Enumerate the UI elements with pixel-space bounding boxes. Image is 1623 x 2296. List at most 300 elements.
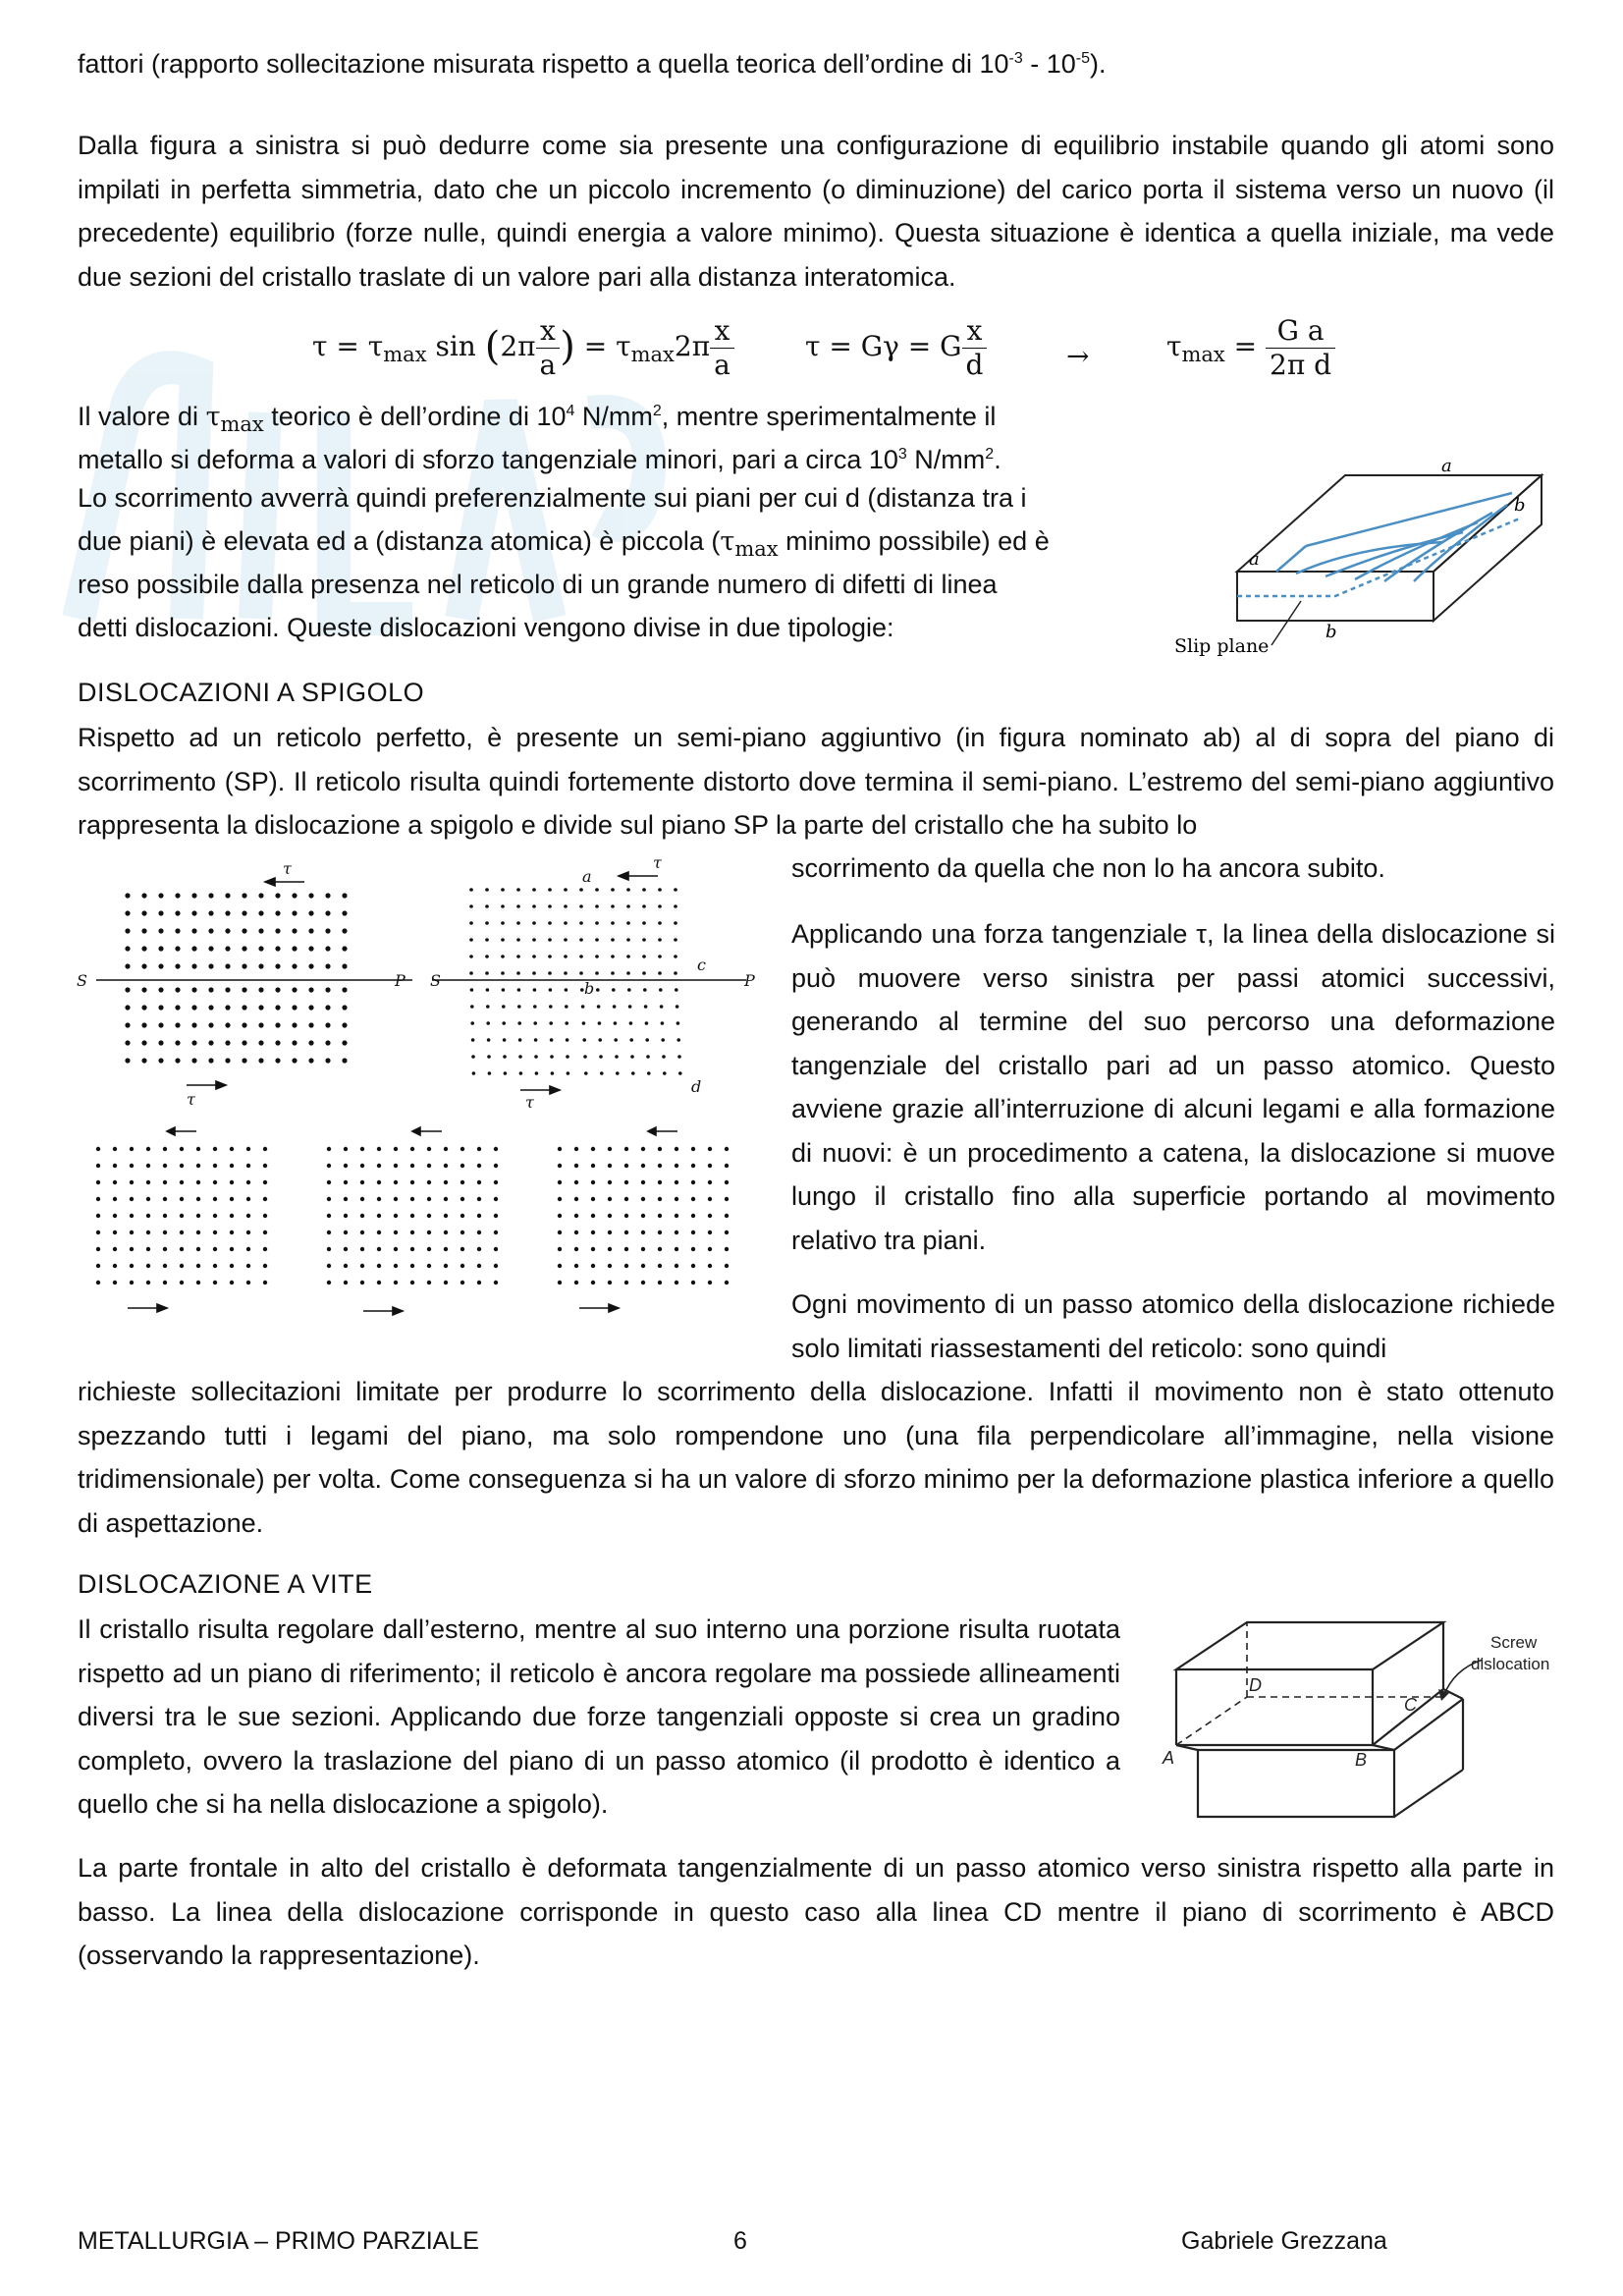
lattice-atom: [213, 1281, 217, 1285]
lattice-dots: [96, 888, 729, 1285]
lattice-atom: [394, 1247, 398, 1251]
lattice-atom: [626, 938, 630, 942]
lattice-atom: [342, 987, 347, 992]
lattice-atom: [532, 955, 536, 958]
lattice-atom: [460, 1247, 464, 1251]
lattice-atom: [180, 1264, 184, 1268]
lattice-atom: [674, 921, 677, 925]
lattice-atom: [292, 893, 297, 898]
lattice-atom: [377, 1264, 381, 1268]
lattice-atom: [567, 1071, 570, 1075]
lattice-atom: [645, 1021, 649, 1025]
lattice-atom: [611, 888, 615, 892]
lattice-atom: [158, 910, 163, 915]
lattice-atom: [96, 1147, 100, 1151]
lattice-atom: [213, 1230, 217, 1234]
lattice-atom: [658, 1264, 662, 1268]
lattice-atom: [558, 1164, 562, 1168]
lattice-atom: [608, 1230, 612, 1234]
lattice-label-p1: P: [395, 971, 406, 990]
lattice-atom: [444, 1281, 448, 1285]
lattice-atom: [208, 987, 213, 992]
text-line-top: fattori (rapporto sollecitazione misurata rispetto a quella teorica dell’ordine di $10^{-3} - 10^{-5}$).: [78, 49, 1107, 79]
lattice-atom: [141, 893, 146, 898]
lattice-atom: [518, 1055, 522, 1059]
paragraph-movimento-a: Ogni movimento di un passo atomico della dislocazione richiede solo limitati riassestamenti del reticolo: sono quindi: [791, 1289, 1555, 1363]
lattice-atom: [158, 928, 163, 933]
lattice-atom: [342, 946, 347, 951]
lattice-atom: [460, 1197, 464, 1201]
lattice-atom: [263, 1147, 267, 1151]
lattice-atom: [516, 971, 520, 975]
lattice-atom: [410, 1180, 414, 1184]
lattice-atom: [146, 1197, 150, 1201]
lattice-atom: [275, 928, 280, 933]
lattice-atom: [146, 1147, 150, 1151]
lattice-atom: [230, 1164, 234, 1168]
slip-plane-figure: [1168, 454, 1561, 660]
lattice-atom: [501, 971, 505, 975]
lattice-atom: [141, 1022, 146, 1027]
lattice-atom: [394, 1197, 398, 1201]
lattice-atom: [180, 1230, 184, 1234]
lattice-atom: [191, 987, 196, 992]
lattice-atom: [691, 1147, 695, 1151]
lattice-atom: [163, 1180, 167, 1184]
lattice-atom: [708, 1197, 712, 1201]
lattice-atom: [125, 1005, 130, 1010]
lattice-atom: [608, 1164, 612, 1168]
lattice-label-tau3: τ: [653, 854, 662, 872]
lattice-atom: [615, 1055, 619, 1059]
lattice-atom: [275, 1040, 280, 1045]
lattice-atom: [180, 1247, 184, 1251]
lattice-atom: [325, 1005, 330, 1010]
lattice-atom: [677, 1055, 681, 1059]
lattice-atom: [141, 987, 146, 992]
lattice-atom: [558, 1214, 562, 1218]
lattice-atom: [141, 1040, 146, 1045]
lattice-atom: [258, 1040, 263, 1045]
lattice-atom: [582, 1038, 586, 1042]
lattice-atom: [581, 1005, 585, 1009]
lattice-atom: [208, 963, 213, 968]
lattice-atom: [674, 904, 677, 908]
text-line-spigolo-end: scorrimento da quella che non lo ha ancora subito.: [791, 853, 1385, 883]
lattice-atom: [548, 971, 552, 975]
lattice-atom: [675, 988, 678, 992]
lattice-atom: [502, 988, 506, 992]
lattice-atom: [444, 1230, 448, 1234]
lattice-atom: [230, 1197, 234, 1201]
lattice-atom: [146, 1214, 150, 1218]
lattice-atom: [130, 1247, 134, 1251]
lattice-atom: [258, 946, 263, 951]
lattice-atom: [213, 1147, 217, 1151]
lattice-atom: [574, 1264, 578, 1268]
lattice-atom: [565, 1021, 568, 1025]
lattice-atom: [327, 1147, 331, 1151]
lattice-atom: [196, 1197, 200, 1201]
lattice-atom: [180, 1147, 184, 1151]
lattice-atom: [630, 1055, 634, 1059]
lattice-atom: [292, 1058, 297, 1063]
lattice-atom: [629, 1021, 633, 1025]
lattice-atom: [532, 904, 536, 908]
lattice-atom: [516, 921, 520, 925]
lattice-atom: [579, 888, 583, 892]
lattice-atom: [113, 1214, 117, 1218]
lattice-atom: [258, 963, 263, 968]
lattice-atom: [275, 987, 280, 992]
lattice-atom: [675, 1180, 678, 1184]
lattice-atom: [242, 987, 246, 992]
paragraph-finale: La parte frontale in alto del cristallo è deformata tangenzialmente di un passo atomico verso sinistra rispetto alla parte in basso. La linea della dislocazione corrisponde in questo caso alla linea CD mentre il piano di scorrimento è ABCD (osservando la rappresentazione).: [78, 1853, 1554, 1970]
lattice-label-a: a: [582, 867, 592, 886]
lattice-atom: [196, 1180, 200, 1184]
lattice-atom: [591, 1247, 595, 1251]
lattice-atom: [608, 1264, 612, 1268]
lattice-atom: [180, 1164, 184, 1168]
lattice-atom: [175, 963, 180, 968]
lattice-atom: [175, 946, 180, 951]
lattice-atom: [158, 987, 163, 992]
lattice-atom: [591, 1180, 595, 1184]
lattice-atom: [344, 1247, 348, 1251]
lattice-atom: [477, 1264, 481, 1268]
lattice-atom: [180, 1281, 184, 1285]
lattice-atom: [613, 1005, 617, 1009]
lattice-atom: [535, 1071, 539, 1075]
lattice-atom: [344, 1214, 348, 1218]
edge-dislocation-lattice-figure: [69, 854, 776, 1326]
lattice-atom: [501, 904, 505, 908]
lattice-atom: [517, 988, 521, 992]
lattice-atom: [624, 1247, 628, 1251]
lattice-atom: [258, 1058, 263, 1063]
lattice-atom: [608, 1247, 612, 1251]
lattice-atom: [674, 971, 677, 975]
lattice-atom: [477, 1230, 481, 1234]
lattice-atom: [708, 1281, 712, 1285]
lattice-atom: [242, 1040, 246, 1045]
lattice-atom: [213, 1164, 217, 1168]
lattice-atom: [141, 963, 146, 968]
screw-dislocation-figure: [1159, 1611, 1571, 1836]
lattice-atom: [532, 938, 536, 942]
lattice-atom: [344, 1164, 348, 1168]
lattice-atom: [325, 928, 330, 933]
equation-tau-sin: $\tau = \tau_{max}$ sin (2π $\frac{x}{a}$ ) = $\tau_{max}2\pi$ $\frac{x}{a}$: [312, 314, 734, 382]
lattice-atom: [658, 921, 662, 925]
lattice-atom: [624, 1230, 628, 1234]
lattice-label-s2: S: [430, 971, 441, 990]
lattice-atom: [96, 1197, 100, 1201]
lattice-atom: [394, 1264, 398, 1268]
lattice-atom: [344, 1230, 348, 1234]
lattice-atom: [275, 963, 280, 968]
lattice-atom: [360, 1180, 364, 1184]
lattice-atom: [532, 971, 536, 975]
lattice-atom: [196, 1230, 200, 1234]
lattice-atom: [180, 1214, 184, 1218]
lattice-atom: [444, 1180, 448, 1184]
lattice-atom: [163, 1247, 167, 1251]
lattice-atom: [643, 988, 647, 992]
lattice-atom: [676, 1021, 680, 1025]
lattice-atom: [591, 1264, 595, 1268]
lattice-atom: [477, 1147, 481, 1151]
lattice-atom: [494, 1264, 498, 1268]
lattice-atom: [626, 921, 630, 925]
lattice-atom: [534, 1055, 538, 1059]
lattice-atom: [708, 1214, 712, 1218]
lattice-atom: [642, 904, 646, 908]
lattice-atom: [470, 988, 474, 992]
lattice-atom: [517, 1005, 521, 1009]
lattice-atom: [444, 1147, 448, 1151]
lattice-atom: [325, 963, 330, 968]
lattice-atom: [325, 1022, 330, 1027]
lattice-atom: [230, 1247, 234, 1251]
lattice-atom: [460, 1180, 464, 1184]
lattice-atom: [708, 1164, 712, 1168]
lattice-atom: [246, 1180, 250, 1184]
lattice-atom: [230, 1281, 234, 1285]
lattice-atom: [584, 1071, 588, 1075]
screw-label: Screw: [1490, 1633, 1538, 1652]
lattice-atom: [360, 1281, 364, 1285]
lattice-atom: [641, 1164, 645, 1168]
lattice-label-s1: S: [77, 971, 87, 990]
lattice-atom: [191, 928, 196, 933]
lattice-atom: [591, 1197, 595, 1201]
lattice-atom: [624, 1197, 628, 1201]
lattice-atom: [325, 987, 330, 992]
slip-label-a-left: a: [1249, 549, 1260, 570]
lattice-atom: [242, 928, 246, 933]
lattice-atom: [494, 1230, 498, 1234]
lattice-atom: [342, 1058, 347, 1063]
lattice-atom: [494, 1247, 498, 1251]
lattice-atom: [141, 946, 146, 951]
lattice-atom: [427, 1147, 431, 1151]
lattice-atom: [196, 1281, 200, 1285]
lattice-atom: [691, 1214, 695, 1218]
screw-point-b: B: [1355, 1750, 1368, 1770]
lattice-atom: [548, 888, 552, 892]
lattice-atom: [477, 1164, 481, 1168]
lattice-atom: [598, 1038, 602, 1042]
equation-tau-max: $\tau_{max}$ = $\frac{\text{G a}}{\text{2π d}}$: [1166, 314, 1335, 382]
lattice-atom: [242, 893, 246, 898]
lattice-atom: [674, 888, 677, 892]
lattice-atom: [410, 1230, 414, 1234]
lattice-atom: [725, 1147, 729, 1151]
lattice-atom: [501, 888, 505, 892]
lattice-atom: [675, 1281, 678, 1285]
lattice-atom: [582, 1021, 586, 1025]
lattice-atom: [360, 1230, 364, 1234]
lattice-atom: [242, 946, 246, 951]
lattice-atom: [516, 955, 520, 958]
lattice-atom: [175, 1040, 180, 1045]
lattice-atom: [691, 1247, 695, 1251]
lattice-atom: [558, 1281, 562, 1285]
lattice-atom: [191, 893, 196, 898]
lattice-atom: [113, 1180, 117, 1184]
lattice-atom: [725, 1214, 729, 1218]
lattice-atom: [208, 893, 213, 898]
lattice-atom: [725, 1264, 729, 1268]
lattice-atom: [487, 1038, 491, 1042]
lattice-atom: [258, 1022, 263, 1027]
lattice-atom: [292, 910, 297, 915]
lattice-atom: [327, 1230, 331, 1234]
lattice-atom: [113, 1264, 117, 1268]
lattice-atom: [246, 1281, 250, 1285]
lattice-atom: [533, 1005, 537, 1009]
lattice-atom: [163, 1164, 167, 1168]
lattice-atom: [342, 910, 347, 915]
lattice-atom: [208, 946, 213, 951]
lattice-atom: [564, 955, 568, 958]
lattice-atom: [641, 1180, 645, 1184]
lattice-atom: [113, 1281, 117, 1285]
lattice-atom: [246, 1197, 250, 1201]
lattice-atom: [163, 1147, 167, 1151]
lattice-atom: [708, 1147, 712, 1151]
lattice-atom: [691, 1180, 695, 1184]
lattice-atom: [494, 1197, 498, 1201]
lattice-atom: [163, 1281, 167, 1285]
lattice-atom: [308, 1022, 313, 1027]
lattice-atom: [342, 1022, 347, 1027]
lattice-atom: [494, 1281, 498, 1285]
lattice-atom: [558, 1180, 562, 1184]
lattice-atom: [675, 1264, 678, 1268]
lattice-atom: [125, 1058, 130, 1063]
lattice-atom: [308, 1005, 313, 1010]
lattice-atom: [113, 1247, 117, 1251]
lattice-atom: [258, 910, 263, 915]
lattice-atom: [125, 946, 130, 951]
lattice-atom: [308, 893, 313, 898]
lattice-atom: [444, 1197, 448, 1201]
lattice-atom: [574, 1214, 578, 1218]
lattice-atom: [550, 1055, 554, 1059]
lattice-atom: [225, 910, 230, 915]
lattice-atom: [292, 928, 297, 933]
lattice-atom: [591, 1281, 595, 1285]
lattice-atom: [175, 987, 180, 992]
lattice-atom: [377, 1180, 381, 1184]
lattice-atom: [470, 1005, 474, 1009]
lattice-atom: [494, 1214, 498, 1218]
lattice-label-d: d: [691, 1077, 702, 1096]
lattice-atom: [360, 1147, 364, 1151]
lattice-atom: [242, 1022, 246, 1027]
footer-page-number: 6: [733, 2227, 747, 2255]
lattice-atom: [611, 904, 615, 908]
lattice-atom: [325, 893, 330, 898]
lattice-atom: [658, 955, 662, 958]
lattice-atom: [130, 1147, 134, 1151]
lattice-atom: [130, 1180, 134, 1184]
lattice-atom: [146, 1247, 150, 1251]
lattice-atom: [708, 1230, 712, 1234]
lattice-atom: [377, 1247, 381, 1251]
lattice-atom: [246, 1264, 250, 1268]
lattice-atom: [725, 1197, 729, 1201]
slip-label-a-top: a: [1441, 456, 1452, 476]
lattice-atom: [658, 888, 662, 892]
lattice-atom: [146, 1164, 150, 1168]
lattice-atom: [725, 1247, 729, 1251]
lattice-atom: [246, 1164, 250, 1168]
lattice-atom: [658, 1214, 662, 1218]
lattice-atom: [360, 1164, 364, 1168]
lattice-atom: [344, 1147, 348, 1151]
lattice-atom: [611, 955, 615, 958]
lattice-atom: [377, 1164, 381, 1168]
lattice-atom: [394, 1281, 398, 1285]
lattice-atom: [725, 1230, 729, 1234]
lattice-atom: [394, 1180, 398, 1184]
lattice-atom: [225, 1022, 230, 1027]
lattice-atom: [641, 1264, 645, 1268]
lattice-atom: [471, 1038, 475, 1042]
lattice-atom: [263, 1214, 267, 1218]
lattice-atom: [213, 1180, 217, 1184]
lattice-atom: [516, 938, 520, 942]
lattice-atom: [377, 1281, 381, 1285]
text-line-tau-3: Lo scorrimento avverrà quindi preferenzialmente sui piani per cui d (distanza tra i: [78, 483, 1027, 513]
lattice-atom: [125, 1040, 130, 1045]
lattice-atom: [591, 1214, 595, 1218]
lattice-atom: [477, 1180, 481, 1184]
lattice-atom: [130, 1281, 134, 1285]
lattice-atom: [191, 910, 196, 915]
lattice-atom: [565, 988, 568, 992]
lattice-atom: [96, 1230, 100, 1234]
lattice-atom: [342, 893, 347, 898]
lattice-atom: [658, 1164, 662, 1168]
slip-label-b-right: b: [1514, 495, 1526, 516]
lattice-atom: [394, 1147, 398, 1151]
lattice-atom: [658, 1281, 662, 1285]
lattice-atom: [344, 1264, 348, 1268]
lattice-atom: [678, 1071, 682, 1075]
lattice-atom: [208, 928, 213, 933]
lattice-atom: [469, 888, 473, 892]
lattice-atom: [662, 1055, 666, 1059]
lattice-atom: [642, 888, 646, 892]
lattice-atom: [394, 1214, 398, 1218]
lattice-atom: [503, 1038, 507, 1042]
lattice-atom: [658, 1247, 662, 1251]
lattice-atom: [342, 928, 347, 933]
footer-author: Gabriele Grezzana: [1181, 2227, 1387, 2255]
lattice-atom: [141, 910, 146, 915]
lattice-atom: [327, 1281, 331, 1285]
heading-dislocazioni-spigolo: DISLOCAZIONI A SPIGOLO: [78, 678, 425, 707]
text-line-tau-5: reso possibile dalla presenza nel reticolo di un grande numero di difetti di linea: [78, 570, 998, 599]
lattice-atom: [180, 1180, 184, 1184]
lattice-atom: [558, 1147, 562, 1151]
lattice-atom: [242, 963, 246, 968]
lattice-atom: [502, 1005, 506, 1009]
